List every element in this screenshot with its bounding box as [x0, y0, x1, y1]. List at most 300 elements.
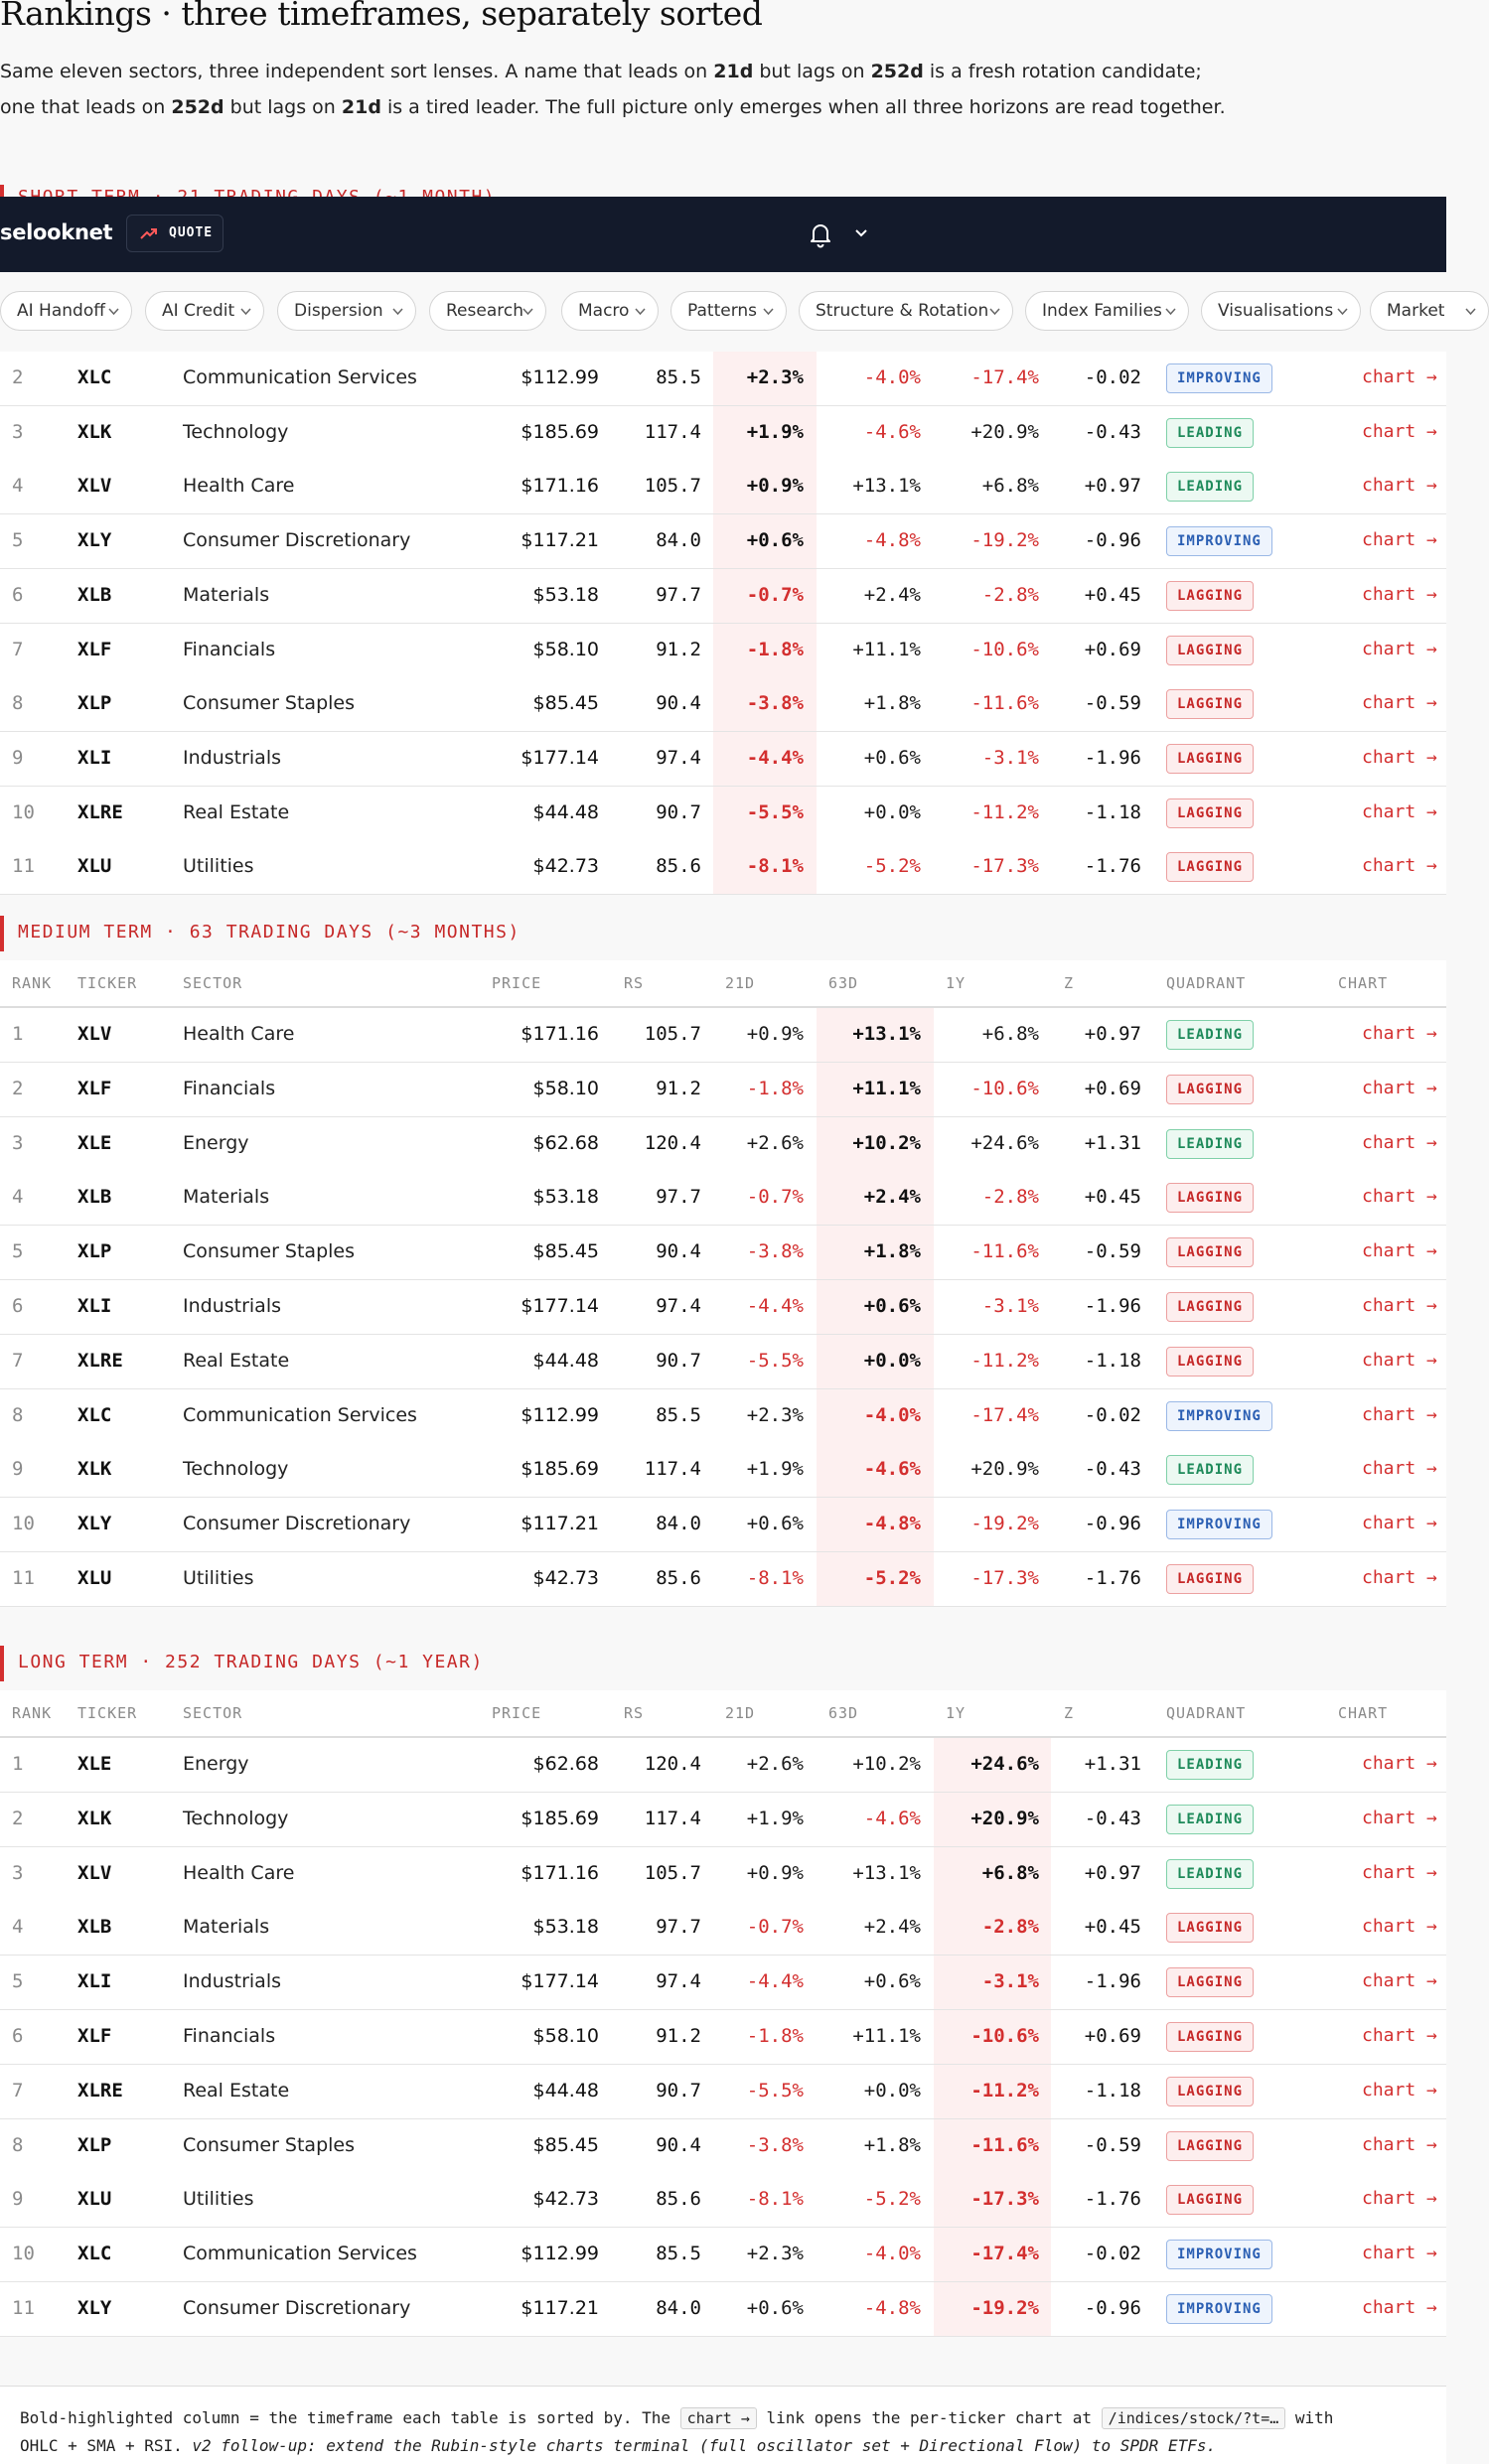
sector-cell: Materials — [183, 1916, 270, 1939]
ticker-cell: XLP — [77, 692, 112, 715]
column-header-sector[interactable]: SECTOR — [183, 1704, 243, 1722]
chart-link[interactable]: chart → — [1362, 1567, 1437, 1588]
rs-cell: 90.7 — [656, 1349, 701, 1372]
quadrant-badge: LAGGING — [1166, 1183, 1254, 1213]
rs-cell: 90.4 — [656, 1240, 701, 1263]
rs-cell: 117.4 — [644, 1807, 701, 1829]
sector-cell: Energy — [183, 1131, 249, 1154]
ticker-cell: XLU — [77, 855, 112, 878]
return-63d-cell: +10.2% — [852, 1131, 921, 1154]
chart-link[interactable]: chart → — [1362, 2133, 1437, 2155]
price-cell: $185.69 — [521, 1807, 599, 1829]
rank-cell: 5 — [12, 529, 24, 552]
return-1y-cell: +20.9% — [970, 1807, 1039, 1829]
price-cell: $42.73 — [532, 2188, 599, 2211]
sector-cell: Real Estate — [183, 800, 290, 823]
column-header-z[interactable]: Z — [1064, 1704, 1075, 1722]
return-1y-cell: -11.6% — [970, 1240, 1039, 1263]
menu-item-label: Macro — [578, 301, 630, 321]
table-row[interactable] — [0, 1117, 1446, 1172]
return-1y-cell: -11.6% — [970, 2133, 1039, 2156]
rank-cell: 4 — [12, 1186, 24, 1209]
rank-cell: 7 — [12, 2079, 24, 2102]
menu-item-label: Structure & Rotation — [816, 301, 989, 321]
return-1y-cell: -3.1% — [981, 1970, 1039, 1993]
quote-label: QUOTE — [169, 225, 214, 240]
sector-cell: Communication Services — [183, 1403, 417, 1426]
sector-cell: Health Care — [183, 1023, 295, 1045]
rank-cell: 8 — [12, 692, 24, 715]
rank-cell: 8 — [12, 1403, 24, 1426]
quadrant-badge: LAGGING — [1166, 2077, 1254, 2106]
table-row[interactable] — [0, 1738, 1446, 1793]
footer-line-1 — [20, 2407, 1333, 2429]
chart-link[interactable]: chart → — [1362, 2297, 1437, 2318]
menu-item-dispersion[interactable] — [277, 291, 416, 331]
column-header-rank[interactable]: RANK — [12, 1704, 53, 1722]
chevron-down-icon — [635, 308, 646, 316]
rs-cell: 97.7 — [656, 1916, 701, 1939]
footer-code: chart → — [680, 2407, 757, 2429]
table-row[interactable] — [0, 787, 1446, 841]
table-row[interactable] — [0, 732, 1446, 787]
return-1y-cell: +6.8% — [981, 1023, 1039, 1045]
rank-cell: 9 — [12, 1458, 24, 1481]
rs-cell: 97.7 — [656, 1186, 701, 1209]
menu-item-label: Research — [446, 301, 523, 321]
rs-cell: 105.7 — [644, 1023, 701, 1045]
return-63d-cell: +10.2% — [852, 1753, 921, 1775]
column-header-63d[interactable]: 63D — [828, 974, 859, 992]
sector-cell: Technology — [183, 1807, 289, 1829]
sector-cell: Communication Services — [183, 2243, 417, 2265]
return-1y-cell: -11.2% — [970, 2079, 1039, 2102]
chevron-down-icon[interactable] — [854, 228, 868, 238]
ticker-cell: XLI — [77, 1295, 112, 1317]
rs-cell: 91.2 — [656, 638, 701, 660]
intro-text: is a fresh rotation candidate; one that leads on — [0, 61, 1202, 118]
chart-link[interactable]: chart → — [1362, 2188, 1437, 2210]
ticker-cell: XLRE — [77, 1349, 123, 1372]
price-cell: $53.18 — [532, 1186, 599, 1209]
rank-cell: 3 — [12, 420, 24, 443]
rank-cell: 4 — [12, 475, 24, 498]
table-row[interactable] — [0, 1901, 1446, 1956]
top-navbar — [0, 197, 1446, 272]
quadrant-badge: LAGGING — [1166, 1292, 1254, 1322]
rs-cell: 117.4 — [644, 1458, 701, 1481]
column-header-ticker[interactable]: TICKER — [77, 974, 138, 992]
menu-item-market[interactable] — [1370, 291, 1489, 331]
sector-cell: Consumer Staples — [183, 692, 356, 715]
rank-cell: 2 — [12, 366, 24, 388]
return-21d-cell: -8.1% — [746, 1567, 804, 1589]
chart-link[interactable]: chart → — [1362, 1403, 1437, 1425]
return-21d-cell: +0.9% — [746, 475, 804, 498]
return-1y-cell: +20.9% — [970, 1458, 1039, 1481]
bell-icon[interactable] — [808, 220, 833, 248]
return-1y-cell: -17.4% — [970, 1403, 1039, 1426]
table-row[interactable] — [0, 460, 1446, 514]
chevron-down-icon — [1337, 308, 1348, 316]
chart-link[interactable]: chart → — [1362, 1186, 1437, 1208]
quadrant-badge: LEADING — [1166, 1020, 1254, 1050]
intro-paragraph — [0, 54, 1232, 125]
z-score-cell: -0.43 — [1084, 420, 1141, 443]
short-term-section-title — [0, 185, 497, 197]
menu-item-macro[interactable] — [561, 291, 659, 331]
return-21d-cell: -5.5% — [746, 1349, 804, 1372]
chart-link[interactable]: chart → — [1362, 1023, 1437, 1044]
table-row[interactable] — [0, 1063, 1446, 1117]
menu-item-ai-handoff[interactable] — [0, 291, 132, 331]
column-header-1y[interactable]: 1Y — [946, 974, 967, 992]
table-row[interactable] — [0, 1226, 1446, 1280]
column-header-21d[interactable]: 21D — [725, 974, 756, 992]
return-63d-cell: -4.8% — [863, 2297, 921, 2319]
ticker-cell: XLI — [77, 1970, 112, 1993]
rs-cell: 90.7 — [656, 2079, 701, 2102]
chevron-down-icon — [240, 308, 251, 316]
chart-link[interactable]: chart → — [1362, 475, 1437, 497]
column-header-rs[interactable]: RS — [624, 974, 645, 992]
footer-code: /indices/stock/?t=… — [1102, 2407, 1286, 2429]
price-cell: $171.16 — [521, 1861, 599, 1884]
table-row[interactable] — [0, 624, 1446, 678]
menu-item-visualisations[interactable] — [1201, 291, 1361, 331]
return-1y-cell: +24.6% — [970, 1131, 1039, 1154]
table-row[interactable] — [0, 1171, 1446, 1226]
table-row[interactable] — [0, 1008, 1446, 1063]
ticker-cell: XLK — [77, 420, 112, 443]
price-cell: $42.73 — [532, 1567, 599, 1589]
column-header-chart[interactable]: CHART — [1338, 974, 1389, 992]
sector-cell: Real Estate — [183, 1349, 290, 1372]
return-63d-cell: -4.8% — [863, 1513, 921, 1535]
return-1y-cell: +24.6% — [970, 1753, 1039, 1775]
return-63d-cell: -4.8% — [863, 529, 921, 552]
return-21d-cell: -3.8% — [746, 2133, 804, 2156]
sector-cell: Industrials — [183, 1295, 282, 1317]
chart-link[interactable]: chart → — [1362, 2243, 1437, 2264]
table-row[interactable] — [0, 1956, 1446, 2010]
ticker-cell: XLP — [77, 2133, 112, 2156]
chart-link[interactable]: chart → — [1362, 366, 1437, 387]
rank-cell: 11 — [12, 2297, 35, 2319]
sector-cell: Consumer Staples — [183, 2133, 356, 2156]
ticker-cell: XLK — [77, 1458, 112, 1481]
price-cell: $112.99 — [521, 2243, 599, 2265]
sector-cell: Industrials — [183, 746, 282, 769]
rank-cell: 7 — [12, 638, 24, 660]
ticker-cell: XLRE — [77, 800, 123, 823]
table-row[interactable] — [0, 1389, 1446, 1444]
table-row[interactable] — [0, 2228, 1446, 2282]
menu-item-structure-rotation[interactable] — [799, 291, 1013, 331]
return-21d-cell: -8.1% — [746, 855, 804, 878]
price-cell: $53.18 — [532, 1916, 599, 1939]
chart-link[interactable]: chart → — [1362, 1077, 1437, 1098]
rs-cell: 105.7 — [644, 475, 701, 498]
menu-item-label: Patterns — [687, 301, 758, 321]
rank-cell: 9 — [12, 746, 24, 769]
ticker-cell: XLU — [77, 2188, 112, 2211]
return-21d-cell: -5.5% — [746, 2079, 804, 2102]
quote-button[interactable] — [126, 215, 223, 252]
rank-cell: 6 — [12, 583, 24, 606]
column-header-quadrant[interactable]: QUADRANT — [1166, 1704, 1247, 1722]
price-cell: $85.45 — [532, 1240, 599, 1263]
quadrant-badge: LAGGING — [1166, 1564, 1254, 1594]
z-score-cell: +1.31 — [1084, 1753, 1141, 1775]
ticker-cell: XLP — [77, 1240, 112, 1263]
price-cell: $177.14 — [521, 1295, 599, 1317]
return-1y-cell: -10.6% — [970, 2025, 1039, 2047]
table-row[interactable] — [0, 2282, 1446, 2337]
rank-cell: 6 — [12, 1295, 24, 1317]
rs-cell: 84.0 — [656, 1513, 701, 1535]
section-accent-bar — [0, 1646, 4, 1681]
price-cell: $42.73 — [532, 855, 599, 878]
z-score-cell: +1.31 — [1084, 1131, 1141, 1154]
chart-link[interactable]: chart → — [1362, 2025, 1437, 2046]
sector-cell: Utilities — [183, 1567, 254, 1589]
table-row[interactable] — [0, 514, 1446, 569]
return-21d-cell: -4.4% — [746, 1970, 804, 1993]
chart-link[interactable]: chart → — [1362, 583, 1437, 605]
column-header-rs[interactable]: RS — [624, 1704, 645, 1722]
ticker-cell: XLV — [77, 1023, 112, 1045]
chart-link[interactable]: chart → — [1362, 1349, 1437, 1371]
ticker-cell: XLF — [77, 1077, 112, 1099]
chart-link[interactable]: chart → — [1362, 2079, 1437, 2101]
sector-cell: Materials — [183, 583, 270, 606]
sector-cell: Consumer Discretionary — [183, 529, 411, 552]
rank-cell: 3 — [12, 1131, 24, 1154]
footer-text: Bold-highlighted column = the timeframe each table is sorted by. The — [20, 2408, 680, 2427]
rank-cell: 2 — [12, 1077, 24, 1099]
return-21d-cell: -1.8% — [746, 638, 804, 660]
sector-cell: Consumer Discretionary — [183, 1513, 411, 1535]
brand-logo[interactable]: selooknet — [0, 220, 113, 244]
price-cell: $177.14 — [521, 1970, 599, 1993]
return-21d-cell: +1.9% — [746, 1458, 804, 1481]
page-title: Rankings · three timeframes, separately sorted — [0, 0, 763, 33]
table-row[interactable] — [0, 1280, 1446, 1335]
rs-cell: 91.2 — [656, 2025, 701, 2047]
menu-item-research[interactable] — [429, 291, 546, 331]
footer-note — [0, 2386, 1446, 2464]
menu-item-patterns[interactable] — [670, 291, 787, 331]
table-row[interactable] — [0, 2119, 1446, 2174]
z-score-cell: -1.96 — [1084, 1970, 1141, 1993]
table-row[interactable] — [0, 2065, 1446, 2119]
column-header-21d[interactable]: 21D — [725, 1704, 756, 1722]
intro-bold: 21d — [713, 61, 754, 82]
table-row[interactable] — [0, 1443, 1446, 1498]
return-1y-cell: -3.1% — [981, 1295, 1039, 1317]
price-cell: $58.10 — [532, 1077, 599, 1099]
sector-cell: Consumer Discretionary — [183, 2297, 411, 2319]
return-63d-cell: +11.1% — [852, 1077, 921, 1099]
sector-cell: Real Estate — [183, 2079, 290, 2102]
return-21d-cell: -4.4% — [746, 746, 804, 769]
sector-cell: Communication Services — [183, 366, 417, 388]
column-header-chart[interactable]: CHART — [1338, 1704, 1389, 1722]
quadrant-badge: LAGGING — [1166, 2185, 1254, 2215]
return-63d-cell: +11.1% — [852, 2025, 921, 2047]
chart-link[interactable]: chart → — [1362, 1807, 1437, 1828]
chevron-down-icon — [392, 308, 403, 316]
ticker-cell: XLE — [77, 1753, 112, 1775]
table-row[interactable] — [0, 2010, 1446, 2065]
sector-cell: Financials — [183, 1077, 276, 1099]
z-score-cell: -0.96 — [1084, 1513, 1141, 1535]
chart-link[interactable]: chart → — [1362, 1753, 1437, 1774]
chart-link[interactable]: chart → — [1362, 1131, 1437, 1153]
table-row[interactable] — [0, 1552, 1446, 1607]
chart-link[interactable]: chart → — [1362, 692, 1437, 714]
menu-item-index-families[interactable] — [1025, 291, 1189, 331]
return-1y-cell: -17.3% — [970, 2188, 1039, 2211]
trending-up-icon — [139, 224, 159, 242]
z-score-cell: +0.97 — [1084, 475, 1141, 498]
chevron-down-icon — [763, 308, 774, 316]
price-cell: $62.68 — [532, 1753, 599, 1775]
return-21d-cell: -0.7% — [746, 583, 804, 606]
sector-cell: Utilities — [183, 2188, 254, 2211]
chart-link[interactable]: chart → — [1362, 1513, 1437, 1534]
column-header-z[interactable]: Z — [1064, 974, 1075, 992]
section-title — [0, 1646, 695, 1681]
chart-link[interactable]: chart → — [1362, 1861, 1437, 1883]
rs-cell: 120.4 — [644, 1753, 701, 1775]
chevron-down-icon — [522, 308, 533, 316]
menu-item-ai-credit[interactable] — [145, 291, 264, 331]
chart-link[interactable]: chart → — [1362, 1240, 1437, 1262]
z-score-cell: -0.59 — [1084, 692, 1141, 715]
column-header-sector[interactable]: SECTOR — [183, 974, 243, 992]
ticker-cell: XLC — [77, 2243, 112, 2265]
price-cell: $112.99 — [521, 366, 599, 388]
chart-link[interactable]: chart → — [1362, 529, 1437, 551]
quadrant-badge: LEADING — [1166, 1129, 1254, 1159]
column-header-63d[interactable]: 63D — [828, 1704, 859, 1722]
return-21d-cell: +2.6% — [746, 1753, 804, 1775]
rs-cell: 90.4 — [656, 692, 701, 715]
z-score-cell: -1.76 — [1084, 1567, 1141, 1589]
chart-link[interactable]: chart → — [1362, 800, 1437, 822]
chart-link[interactable]: chart → — [1362, 1458, 1437, 1480]
intro-text: but lags on — [223, 96, 342, 118]
rs-cell: 97.4 — [656, 1970, 701, 1993]
quadrant-badge: LAGGING — [1166, 744, 1254, 774]
rank-cell: 2 — [12, 1807, 24, 1829]
return-1y-cell: -11.2% — [970, 800, 1039, 823]
price-cell: $62.68 — [532, 1131, 599, 1154]
quadrant-badge: LAGGING — [1166, 2022, 1254, 2052]
table-row[interactable] — [0, 1847, 1446, 1902]
z-score-cell: +0.45 — [1084, 583, 1141, 606]
quadrant-badge: IMPROVING — [1166, 1401, 1272, 1431]
table-row[interactable] — [0, 840, 1446, 895]
table-row[interactable] — [0, 1498, 1446, 1552]
z-score-cell: -1.96 — [1084, 1295, 1141, 1317]
column-header-1y[interactable]: 1Y — [946, 1704, 967, 1722]
z-score-cell: -0.43 — [1084, 1458, 1141, 1481]
z-score-cell: -0.02 — [1084, 2243, 1141, 2265]
section-title-text: MEDIUM TERM · 63 TRADING DAYS (~3 MONTHS) — [18, 922, 521, 942]
table-row[interactable] — [0, 406, 1446, 461]
chart-link[interactable]: chart → — [1362, 746, 1437, 768]
quadrant-badge: LAGGING — [1166, 798, 1254, 828]
return-1y-cell: +6.8% — [981, 475, 1039, 498]
chevron-down-icon — [989, 308, 1000, 316]
column-header-quadrant[interactable]: QUADRANT — [1166, 974, 1247, 992]
quadrant-badge: LAGGING — [1166, 2131, 1254, 2161]
return-21d-cell: -1.8% — [746, 2025, 804, 2047]
price-cell: $117.21 — [521, 1513, 599, 1535]
rs-cell: 85.6 — [656, 855, 701, 878]
price-cell: $44.48 — [532, 800, 599, 823]
menu-item-label: Index Families — [1042, 301, 1162, 321]
return-21d-cell: -0.7% — [746, 1916, 804, 1939]
ticker-cell: XLE — [77, 1131, 112, 1154]
price-cell: $44.48 — [532, 1349, 599, 1372]
chart-link[interactable]: chart → — [1362, 1916, 1437, 1938]
table-row[interactable] — [0, 352, 1446, 406]
table-row[interactable] — [0, 569, 1446, 624]
chart-link[interactable]: chart → — [1362, 638, 1437, 659]
ticker-cell: XLV — [77, 1861, 112, 1884]
table-row[interactable] — [0, 1335, 1446, 1389]
rs-cell: 120.4 — [644, 1131, 701, 1154]
chart-link[interactable]: chart → — [1362, 1970, 1437, 1992]
column-header-ticker[interactable]: TICKER — [77, 1704, 138, 1722]
rank-cell: 10 — [12, 1513, 35, 1535]
z-score-cell: +0.97 — [1084, 1861, 1141, 1884]
chevron-down-icon — [1165, 308, 1176, 316]
return-21d-cell: +0.6% — [746, 1513, 804, 1535]
return-1y-cell: -17.4% — [970, 2243, 1039, 2265]
footer-text: OHLC + SMA + RSI. — [20, 2436, 193, 2455]
chart-link[interactable]: chart → — [1362, 1295, 1437, 1316]
table-row[interactable] — [0, 2173, 1446, 2228]
sector-cell: Industrials — [183, 1970, 282, 1993]
z-score-cell: -1.18 — [1084, 2079, 1141, 2102]
table-row[interactable] — [0, 677, 1446, 732]
return-63d-cell: +2.4% — [863, 1916, 921, 1939]
return-21d-cell: -8.1% — [746, 2188, 804, 2211]
column-header-price[interactable]: PRICE — [492, 1704, 542, 1722]
chart-link[interactable]: chart → — [1362, 855, 1437, 877]
table-row[interactable] — [0, 1793, 1446, 1847]
chart-link[interactable]: chart → — [1362, 420, 1437, 442]
ticker-cell: XLI — [77, 746, 112, 769]
price-cell: $171.16 — [521, 1023, 599, 1045]
return-21d-cell: +0.9% — [746, 1861, 804, 1884]
return-1y-cell: -10.6% — [970, 1077, 1039, 1099]
intro-bold: 21d — [341, 96, 381, 118]
section-accent-bar — [0, 916, 4, 951]
return-63d-cell: -5.2% — [863, 2188, 921, 2211]
column-header-rank[interactable]: RANK — [12, 974, 53, 992]
column-header-price[interactable]: PRICE — [492, 974, 542, 992]
ticker-cell: XLF — [77, 2025, 112, 2047]
quadrant-badge: LAGGING — [1166, 636, 1254, 665]
price-cell: $177.14 — [521, 746, 599, 769]
return-63d-cell: +13.1% — [852, 475, 921, 498]
